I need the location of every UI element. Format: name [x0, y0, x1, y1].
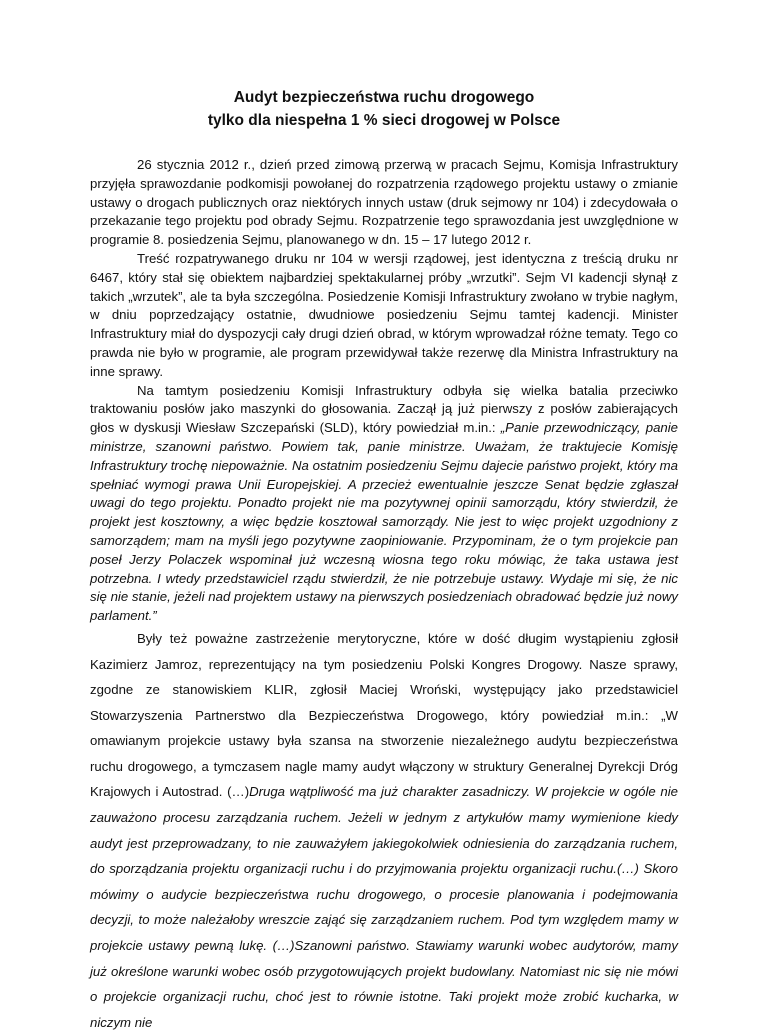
document-body: [90, 156, 678, 1035]
paragraph-3-quote: „Panie przewodniczący, panie ministrze, szanowni państwo. Powiem tak, panie ministrze. Uważam, że traktujecie Komisję Infrastruktury trochę niepoważnie. Na ostatnim posiedzeniu Sejmu dajecie państwo projekt, który ma spełniać wymogi prawa Unii Europejskiej. A przecież ewentualnie jeszcze Senat będzie zgłaszał uwagi do tego projektu. Ponadto projekt nie ma pozytywnej opinii samorządu, który stwierdził, że projekt jest kosztowny, a więc będzie kosztował samorządy. Nie jest to więc projekt uzgodniony z samorządem; mam na myśli jego pozytywne zaopiniowanie. Przypominam, że o tym projekcie pan poseł Jerzy Polaczek wspominał już wczesną wiosna tego roku mówiąc, że taka ustawa jest potrzebna. I wtedy przedstawiciel rządu stwierdził, że nie potrzebuje ustawy. Wydaje mi się, że nic się nie stanie, jeżeli nad projektem ustawy na pierwszych posiedzeniach obradować będzie już nowy parlament.”: [90, 420, 679, 624]
paragraph-4-intro: Były też poważne zastrzeżenie merytoryczne, które w dość długim wystąpieniu zgłosił Kazimierz Jamroz, reprezentujący na tym posiedzeniu Polski Kongres Drogowy. Nasze sprawy, zgodne ze stanowiskiem KLIR, zgłosił Maciej Wroński, występujący jako przedstawiciel Stowarzyszenia Partnerstwo dla Bezpieczeństwa Drogowego, który powiedział m.in.: „W omawianym projekcie ustawy była szansa na stworzenie niezależnego audytu bezpieczeństwa ruchu drogowego, a tymczasem nagle mamy audyt włączony w struktury Generalnej Dyrekcji Dróg Krajowych i Autostrad. (…): [90, 630, 678, 800]
title-line-2: tylko dla niespełna 1 % sieci drogowej w Polsce: [207, 112, 561, 129]
paragraph-4: [90, 626, 678, 1035]
paragraph-3: [90, 382, 678, 626]
paragraph-4-quote: Druga wątpliwość ma już charakter zasadniczy. W projekcie w ogóle nie zauważono procesu zarządzania ruchem. Jeżeli w jednym z artykułów mamy wymienione kiedy audyt jest przeprowadzany, to nie zauważyłem jakiegokolwiek odniesienia do zarządzania ruchem, do sporządzania projektu organizacji ruchu i do przyjmowania projektu organizacji ruchu.(…) Skoro mówimy o audycie bezpieczeństwa ruchu drogowego, o procesie planowania i podejmowania decyzji, to może należałoby wreszcie zająć się zarządzaniem ruchem. Pod tym względem mamy w projekcie ustawy pewną lukę. (…)Szanowni państwo. Stawiamy warunki wobec audytorów, mamy już określone warunki wobec osób przygotowujących projekt budowlany. Natomiast nic się nie mówi o projekcie organizacji ruchu, choć jest to równie istotne. Taki projekt może zrobić kucharka, w niczym nie: [90, 784, 679, 1030]
paragraph-1: 26 stycznia 2012 r., dzień przed zimową przerwą w pracach Sejmu, Komisja Infrastruktury przyjęła sprawozdanie podkomisji powołanej do rozpatrzenia rządowego projektu ustawy o zmianie ustawy o drogach publicznych oraz niektórych innych ustaw (druk sejmowy nr 104) i zdecydowała o przekazanie tego projektu pod obrady Sejmu. Rozpatrzenie tego sprawozdania jest uwzględnione w programie 8. posiedzenia Sejmu, planowanego w dn. 15 – 17 lutego 2012 r.: [90, 157, 678, 248]
document-title: [90, 86, 678, 132]
title-line-1: Audyt bezpieczeństwa ruchu drogowego: [233, 89, 535, 106]
paragraph-3-intro: Na tamtym posiedzeniu Komisji Infrastruktury odbyła się wielka batalia przeciwko traktowaniu posłów jako maszynki do głosowania. Zaczął ją już pierwszy z posłów zabierających głos w dyskusji Wiesław Szczepański (SLD), który powiedział m.in.:: [90, 382, 678, 436]
paragraph-2: Treść rozpatrywanego druku nr 104 w wersji rządowej, jest identyczna z treścią druku nr 6467, który stał się obiektem najbardziej spektakularnej próby „wrzutki”. Sejm VI kadencji słynął z takich „wrzutek”, ale ta była szczególna. Posiedzenie Komisji Infrastruktury zwołano w trybie nagłym, w dniu poprzedzający ostatnie, dwudniowe posiedzeniu Sejmu tamtej kadencji. Minister Infrastruktury miał do dyspozycji cały drugi dzień obrad, w którym wprowadzał różne tematy. Tego co prawda nie było w programie, ale program przewidywał także rezerwę dla Ministra Infrastruktury na inne sprawy.: [90, 250, 678, 379]
